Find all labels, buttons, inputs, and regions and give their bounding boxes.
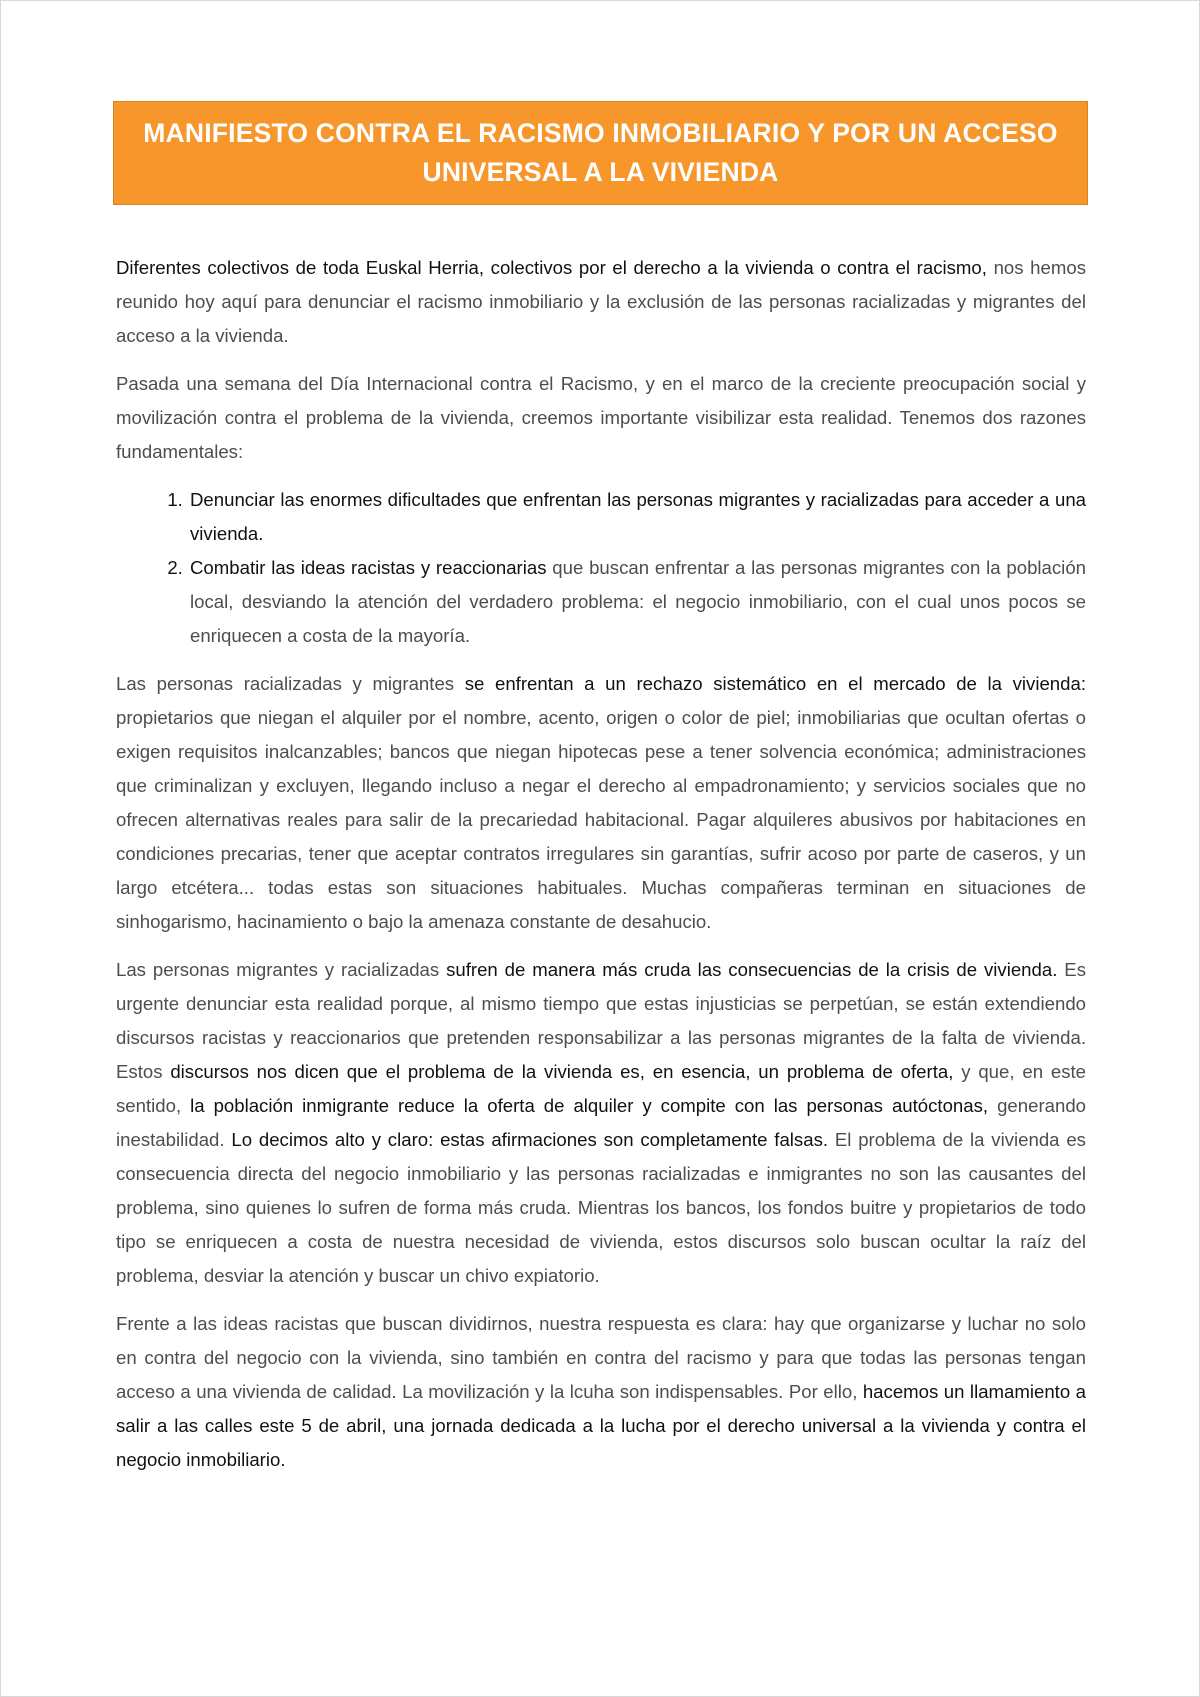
paragraph-crisis — [116, 953, 1086, 1293]
intro-emphasis: Diferentes colectivos de toda Euskal Herria, colectivos por el derecho a la vivienda o contra el racismo, — [116, 257, 987, 278]
list-item-2-emphasis: Combatir las ideas racistas y reaccionarias — [190, 557, 547, 578]
call-text: Frente a las ideas racistas que buscan dividirnos, nuestra respuesta es clara: hay que organizarse y luchar no solo en contra del negocio con la vivienda, sino también en contra del racismo y para que todas las personas tengan acceso a una vivienda de calidad. La movilización y la lcuha son indispensables. Por ello, — [116, 1313, 1086, 1402]
title-line-2: UNIVERSAL A LA VIVIENDA — [422, 157, 779, 187]
crisis-text-5: El problema de la vivienda es consecuencia directa del negocio inmobiliario y las personas racializadas e inmigrantes no son las causantes del problema, sino quienes lo sufren de forma más cruda. Mientras los bancos, los fondos buitre y propietarios de todo tipo se enriquecen a costa de nuestra necesidad de vivienda, estos discursos solo buscan ocultar la raíz del problema, desviar la atención y buscar un chivo expiatorio. — [116, 1129, 1086, 1286]
page-title — [133, 114, 1067, 192]
crisis-emphasis-1: sufren de manera más cruda las consecuencias de la crisis de vivienda. — [446, 959, 1058, 980]
paragraph-intro — [116, 251, 1086, 353]
crisis-text-1: Las personas migrantes y racializadas — [116, 959, 447, 980]
paragraph-context — [116, 367, 1086, 469]
rejection-text-2: propietarios que niegan el alquiler por el nombre, acento, origen o color de piel; inmobiliarias que ocultan ofertas o exigen requisitos inalcanzables; bancos que niegan hipotecas pese a tener solvencia económica; administraciones que criminalizan y excluyen, llegando incluso a negar el derecho al empadronamiento; y servicios sociales que no ofrecen alternativas reales para salir de la precariedad habitacional. Pagar alquileres abusivos por habitaciones en condiciones precarias, tener que aceptar contratos irregulares sin garantías, sufrir acoso por parte de caseros, y un largo etcétera... todas estas son situaciones habituales. Muchas compañeras terminan en situaciones de sinhogarismo, hacinamiento o bajo la amenaza constante de desahucio. — [116, 707, 1086, 932]
list-item-1-text: Denunciar las enormes dificultades que enfrentan las personas migrantes y racializadas para acceder a una vivienda. — [190, 489, 1086, 544]
crisis-text-3: y que, en este sentido, — [116, 1061, 1087, 1116]
list-item-1 — [188, 483, 1086, 551]
call-emphasis: hacemos un llamamiento a salir a las calles este 5 de abril, una jornada dedicada a la lucha por el derecho universal a la vivienda y contra el negocio inmobiliario. — [116, 1381, 1086, 1470]
crisis-emphasis-4: Lo decimos alto y claro: estas afirmaciones son completamente falsas. — [231, 1129, 829, 1150]
crisis-emphasis-2: discursos nos dicen que el problema de la vivienda es, en esencia, un problema de oferta, — [170, 1061, 954, 1082]
paragraph-call-to-action — [116, 1307, 1086, 1477]
rejection-emphasis: se enfrentan a un rechazo sistemático en el mercado de la vivienda: — [464, 673, 1086, 694]
reasons-list — [116, 483, 1086, 653]
crisis-text-2: Es urgente denunciar esta realidad porque, al mismo tiempo que estas injusticias se perpetúan, se están extendiendo discursos racistas y reaccionarios que pretenden responsabilizar a las personas migrantes de la falta de vivienda. Estos — [116, 959, 1086, 1082]
title-line-1: MANIFIESTO CONTRA EL RACISMO INMOBILIARIO Y POR UN ACCESO — [143, 118, 1058, 148]
crisis-text-4: generando inestabilidad. — [116, 1095, 1086, 1150]
title-banner — [113, 101, 1088, 205]
intro-text: nos hemos reunido hoy aquí para denunciar el racismo inmobiliario y la exclusión de las personas racializadas y migrantes del acceso a la vivienda. — [116, 257, 1086, 346]
document-body — [116, 251, 1086, 1491]
list-item-2-text: que buscan enfrentar a las personas migrantes con la población local, desviando la atención del verdadero problema: el negocio inmobiliario, con el cual unos pocos se enriquecen a costa de la mayoría. — [190, 557, 1086, 646]
paragraph-rejection — [116, 667, 1086, 939]
crisis-emphasis-3: la población inmigrante reduce la oferta de alquiler y compite con las personas autóctonas, — [190, 1095, 989, 1116]
context-text: Pasada una semana del Día Internacional contra el Racismo, y en el marco de la creciente preocupación social y movilización contra el problema de la vivienda, creemos importante visibilizar esta realidad. Tenemos dos razones fundamentales: — [116, 373, 1086, 462]
rejection-text-1: Las personas racializadas y migrantes — [116, 673, 465, 694]
list-item-2 — [188, 551, 1086, 653]
